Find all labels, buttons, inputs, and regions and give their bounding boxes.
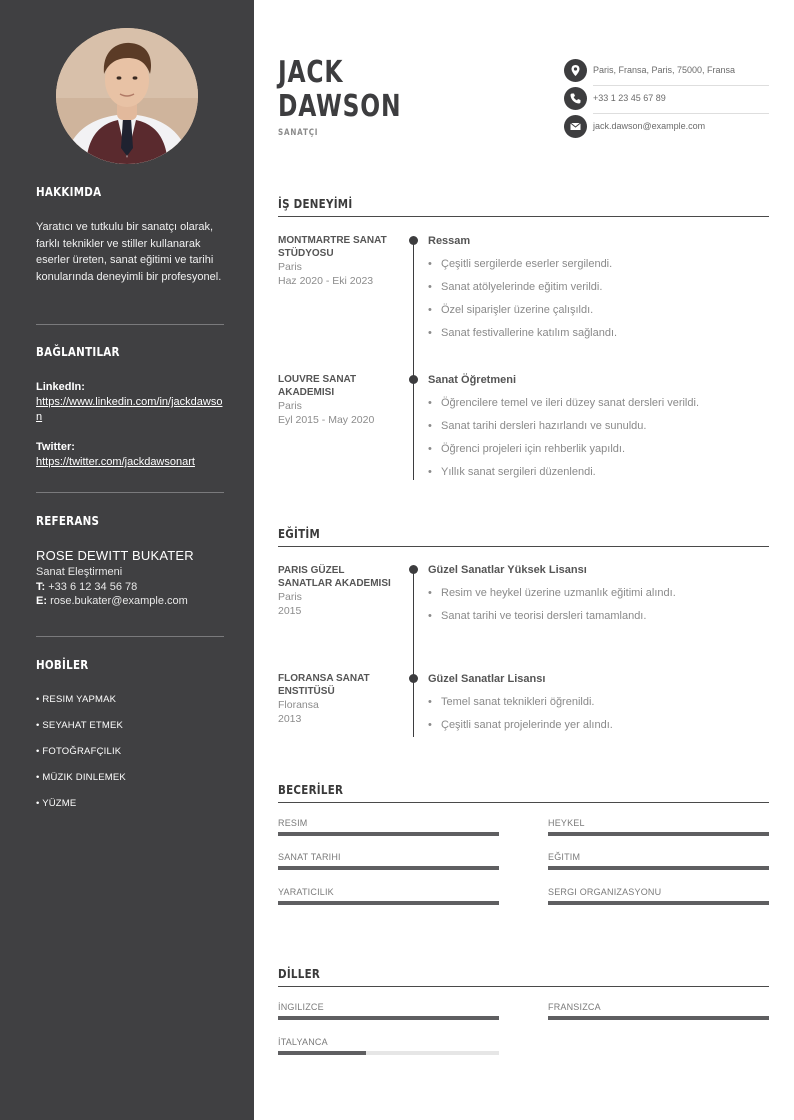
education-divider bbox=[278, 546, 769, 547]
address-text: Paris, Fransa, Paris, 75000, Fransa bbox=[593, 65, 736, 75]
education-bullet: • Sanat tarihi ve teorisi dersleri tamamlandı. bbox=[428, 609, 769, 623]
skill-fill bbox=[278, 866, 499, 870]
skill-bar bbox=[548, 887, 769, 909]
education-degree: Güzel Sanatlar Yüksek Lisansı bbox=[428, 564, 587, 576]
skill-label: YARATICILIK bbox=[278, 887, 334, 897]
languages-title: DİLLER bbox=[278, 967, 321, 981]
twitter-link[interactable]: https://twitter.com/jackdawsonart bbox=[36, 456, 195, 468]
reference-role: Sanat Eleştirmeni bbox=[36, 566, 123, 578]
experience-entry-right bbox=[428, 234, 769, 340]
skill-bar bbox=[278, 852, 499, 874]
skill-label: EĞITIM bbox=[548, 852, 581, 862]
candidate-name bbox=[278, 56, 401, 124]
experience-title: İŞ DENEYİMİ bbox=[278, 197, 353, 211]
language-label: FRANSIZCA bbox=[548, 1002, 601, 1012]
experience-city: Paris bbox=[278, 400, 302, 412]
links-title: BAĞLANTILAR bbox=[36, 345, 120, 359]
skill-label: RESIM bbox=[278, 818, 308, 828]
language-bar bbox=[548, 1002, 769, 1024]
language-fill bbox=[278, 1016, 499, 1020]
profile-photo bbox=[56, 28, 198, 164]
reference-name: ROSE DEWITT BUKATER bbox=[36, 548, 194, 563]
language-label: İTALYANCA bbox=[278, 1037, 328, 1047]
education-degree: Güzel Sanatlar Lisansı bbox=[428, 673, 546, 685]
sidebar bbox=[0, 0, 254, 1120]
email-text: jack.dawson@example.com bbox=[593, 121, 706, 131]
skills-divider bbox=[278, 802, 769, 803]
experience-bullet: • Öğrenci projeleri için rehberlik yapıldı. bbox=[428, 442, 769, 456]
education-bullet: • Resim ve heykel üzerine uzmanlık eğitimi alındı. bbox=[428, 586, 769, 600]
language-fill bbox=[548, 1016, 769, 1020]
job-title: SANATÇI bbox=[278, 128, 319, 138]
contact-divider bbox=[593, 113, 769, 114]
language-track bbox=[278, 1051, 499, 1055]
timeline-dot bbox=[409, 236, 418, 245]
skill-track bbox=[548, 832, 769, 836]
language-label: İNGILIZCE bbox=[278, 1002, 324, 1012]
education-title: EĞİTİM bbox=[278, 527, 321, 541]
experience-divider bbox=[278, 216, 769, 217]
skill-fill bbox=[548, 832, 769, 836]
skill-track bbox=[278, 901, 499, 905]
first-name: JACK bbox=[278, 55, 344, 90]
experience-dates: Eyl 2015 - May 2020 bbox=[278, 414, 375, 426]
education-org: PARIS GÜZEL SANATLAR AKADEMISI bbox=[278, 565, 391, 589]
experience-bullet: • Çeşitli sergilerde eserler sergilendi. bbox=[428, 257, 769, 271]
hobby-item: • MÜZIK DINLEMEK bbox=[36, 772, 126, 783]
phone-icon bbox=[564, 87, 587, 110]
education-entry-left bbox=[278, 672, 398, 726]
about-text: Yaratıcı ve tutkulu bir sanatçı olarak, farklı teknikler ve stiller kullanarak eserler üreten, sanat eğitimi ve tarihi konularında deneyimli bir profesyonel. bbox=[36, 221, 222, 284]
experience-org: MONTMARTRE SANAT STÜDYOSU bbox=[278, 235, 387, 259]
timeline-dot bbox=[409, 375, 418, 384]
education-dates: 2013 bbox=[278, 713, 302, 725]
experience-city: Paris bbox=[278, 261, 302, 273]
education-entry-right bbox=[428, 563, 769, 623]
hobbies-title: HOBİLER bbox=[36, 658, 89, 672]
language-track bbox=[548, 1016, 769, 1020]
skill-bar bbox=[278, 818, 499, 840]
language-bar bbox=[278, 1037, 499, 1059]
skill-track bbox=[278, 832, 499, 836]
reference-email-value: rose.bukater@example.com bbox=[50, 595, 188, 607]
reference-title: REFERANS bbox=[36, 514, 100, 528]
sidebar-divider bbox=[36, 324, 224, 325]
timeline-dot bbox=[409, 674, 418, 683]
skill-track bbox=[278, 866, 499, 870]
reference-email bbox=[36, 595, 224, 607]
skill-track bbox=[548, 866, 769, 870]
links-section bbox=[36, 345, 224, 470]
skills-title: BECERİLER bbox=[278, 783, 344, 797]
experience-bullet: • Sanat tarihi dersleri hazırlandı ve sunuldu. bbox=[428, 419, 769, 433]
experience-entry-right bbox=[428, 373, 769, 479]
skill-fill bbox=[278, 832, 499, 836]
experience-role: Sanat Öğretmeni bbox=[428, 374, 517, 386]
contact-phone bbox=[564, 87, 769, 113]
hobby-item: • RESIM YAPMAK bbox=[36, 694, 117, 705]
skill-label: SANAT TARIHI bbox=[278, 852, 341, 862]
skill-fill bbox=[548, 901, 769, 905]
phone-text: +33 1 23 45 67 89 bbox=[593, 93, 666, 103]
reference-phone-value: +33 6 12 34 56 78 bbox=[48, 581, 138, 593]
experience-bullet: • Sanat festivallerine katılım sağlandı. bbox=[428, 326, 769, 340]
twitter-label: Twitter: bbox=[36, 441, 75, 453]
languages-divider bbox=[278, 986, 769, 987]
education-city: Floransa bbox=[278, 699, 319, 711]
skill-bar bbox=[548, 852, 769, 874]
reference-section bbox=[36, 514, 224, 607]
education-entry-right bbox=[428, 672, 769, 732]
experience-org: LOUVRE SANAT AKADEMISI bbox=[278, 374, 357, 398]
education-bullet: • Temel sanat teknikleri öğrenildi. bbox=[428, 695, 769, 709]
hobby-item: • YÜZME bbox=[36, 798, 77, 809]
language-track bbox=[278, 1016, 499, 1020]
experience-bullet: • Yıllık sanat sergileri düzenlendi. bbox=[428, 465, 769, 479]
education-entry-left bbox=[278, 564, 398, 618]
email-label: E: bbox=[36, 595, 47, 607]
about-section bbox=[36, 185, 224, 286]
contact-divider bbox=[593, 85, 769, 86]
skill-label: HEYKEL bbox=[548, 818, 585, 828]
language-fill bbox=[278, 1051, 366, 1055]
experience-timeline bbox=[413, 240, 414, 480]
skill-bar bbox=[548, 818, 769, 840]
sidebar-divider bbox=[36, 636, 224, 637]
hobbies-list bbox=[36, 694, 224, 824]
about-title: HAKKIMDA bbox=[36, 185, 102, 199]
skill-fill bbox=[278, 901, 499, 905]
education-timeline bbox=[413, 569, 414, 737]
language-bar bbox=[278, 1002, 499, 1024]
contact-email bbox=[564, 115, 769, 141]
phone-label: T: bbox=[36, 581, 46, 593]
skill-label: SERGI ORGANIZASYONU bbox=[548, 887, 662, 897]
hobby-item: • SEYAHAT ETMEK bbox=[36, 720, 124, 731]
skill-fill bbox=[548, 866, 769, 870]
experience-dates: Haz 2020 - Eki 2023 bbox=[278, 275, 374, 287]
education-city: Paris bbox=[278, 591, 302, 603]
reference-phone bbox=[36, 581, 224, 593]
education-dates: 2015 bbox=[278, 605, 302, 617]
hobby-item: • FOTOĞRAFÇILIK bbox=[36, 746, 122, 757]
experience-bullet: • Özel siparişler üzerine çalışıldı. bbox=[428, 303, 769, 317]
skill-track bbox=[548, 901, 769, 905]
timeline-dot bbox=[409, 565, 418, 574]
hobbies-section bbox=[36, 658, 224, 824]
sidebar-divider bbox=[36, 492, 224, 493]
linkedin-label: LinkedIn: bbox=[36, 381, 85, 393]
education-bullet: • Çeşitli sanat projelerinde yer alındı. bbox=[428, 718, 769, 732]
location-icon bbox=[564, 59, 587, 82]
education-org: FLORANSA SANAT ENSTITÜSÜ bbox=[278, 673, 370, 697]
experience-role: Ressam bbox=[428, 235, 471, 247]
experience-entry-left bbox=[278, 373, 398, 427]
linkedin-link[interactable]: https://www.linkedin.com/in/jackdawson bbox=[36, 396, 223, 423]
contact-address bbox=[564, 59, 769, 85]
experience-entry-left bbox=[278, 234, 398, 288]
experience-bullet: • Sanat atölyelerinde eğitim verildi. bbox=[428, 280, 769, 294]
email-icon bbox=[564, 115, 587, 138]
last-name: DAWSON bbox=[278, 89, 402, 124]
skill-bar bbox=[278, 887, 499, 909]
experience-bullet: • Öğrencilere temel ve ileri düzey sanat dersleri verildi. bbox=[428, 396, 769, 410]
